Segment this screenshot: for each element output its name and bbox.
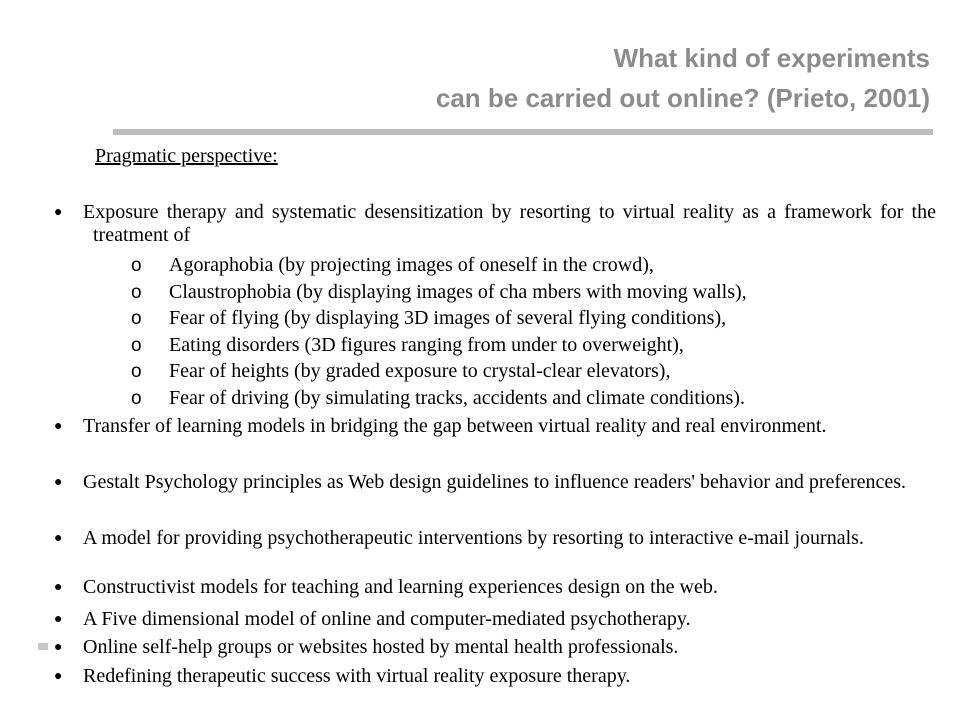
list-item: [54, 636, 936, 659]
slide-title-line-1: What kind of experiments: [613, 43, 930, 73]
bullet-icon: ●: [54, 612, 63, 627]
bullet-text: Online self-help groups or websites hosted by mental health professionals.: [83, 636, 679, 658]
bullet-icon: ●: [54, 669, 63, 684]
sub-list-item: [131, 387, 931, 410]
circle-bullet-icon: o: [131, 335, 142, 356]
bullet-icon: ●: [54, 205, 63, 220]
sub-list-item: [131, 307, 931, 330]
sub-item-text: Fear of heights (by graded exposure to crystal-clear elevators),: [169, 360, 671, 382]
bullet-text: A Five dimensional model of online and computer-mediated psychotherapy.: [83, 608, 691, 630]
bullet-text: Redefining therapeutic success with virtual reality exposure therapy.: [83, 665, 631, 687]
list-item: [54, 415, 936, 438]
bullet-icon: ●: [54, 640, 63, 655]
sub-item-text: Claustrophobia (by displaying images of cha mbers with moving walls),: [169, 281, 747, 303]
bullet-icon: ●: [54, 531, 63, 546]
sub-list-item: [131, 334, 931, 357]
bullet-icon: ●: [54, 475, 63, 490]
sub-list-item: [131, 281, 931, 304]
bullet-text: Exposure therapy and systematic desensitization by resorting to virtual reality as a framework for the treatment of: [83, 201, 936, 246]
list-item: [54, 471, 936, 494]
list-item: [54, 527, 936, 550]
list-item: [54, 665, 936, 688]
sub-list-item: [131, 254, 931, 277]
bullet-icon: ●: [54, 419, 63, 434]
sub-item-text: Eating disorders (3D figures ranging from under to overweight),: [169, 334, 684, 356]
slide-marker: [38, 643, 48, 650]
circle-bullet-icon: o: [131, 388, 142, 409]
list-item: [54, 608, 936, 631]
sub-item-text: Fear of flying (by displaying 3D images of several flying conditions),: [169, 307, 727, 329]
circle-bullet-icon: o: [131, 282, 142, 303]
circle-bullet-icon: o: [131, 308, 142, 329]
section-heading: Pragmatic perspective:: [95, 145, 278, 167]
sub-item-text: Agoraphobia (by projecting images of oneself in the crowd),: [169, 254, 654, 276]
slide-title: [436, 38, 930, 118]
slide-title-line-2: can be carried out online? (Prieto, 2001): [435, 83, 930, 113]
bullet-text: Transfer of learning models in bridging the gap between virtual reality and real environment.: [83, 415, 827, 437]
bullet-text: A model for providing psychotherapeutic interventions by resorting to interactive e-mail journals.: [83, 527, 864, 549]
bullet-text: Gestalt Psychology principles as Web design guidelines to influence readers' behavior and preferences.: [83, 471, 907, 493]
sub-list-item: [131, 360, 931, 383]
list-item: [54, 201, 936, 247]
bullet-icon: ●: [54, 580, 63, 595]
bullet-text: Constructivist models for teaching and learning experiences design on the web.: [83, 576, 718, 598]
circle-bullet-icon: o: [131, 255, 142, 276]
circle-bullet-icon: o: [131, 361, 142, 382]
title-divider: [113, 129, 933, 135]
list-item: [54, 576, 936, 599]
sub-item-text: Fear of driving (by simulating tracks, accidents and climate conditions).: [169, 387, 745, 409]
